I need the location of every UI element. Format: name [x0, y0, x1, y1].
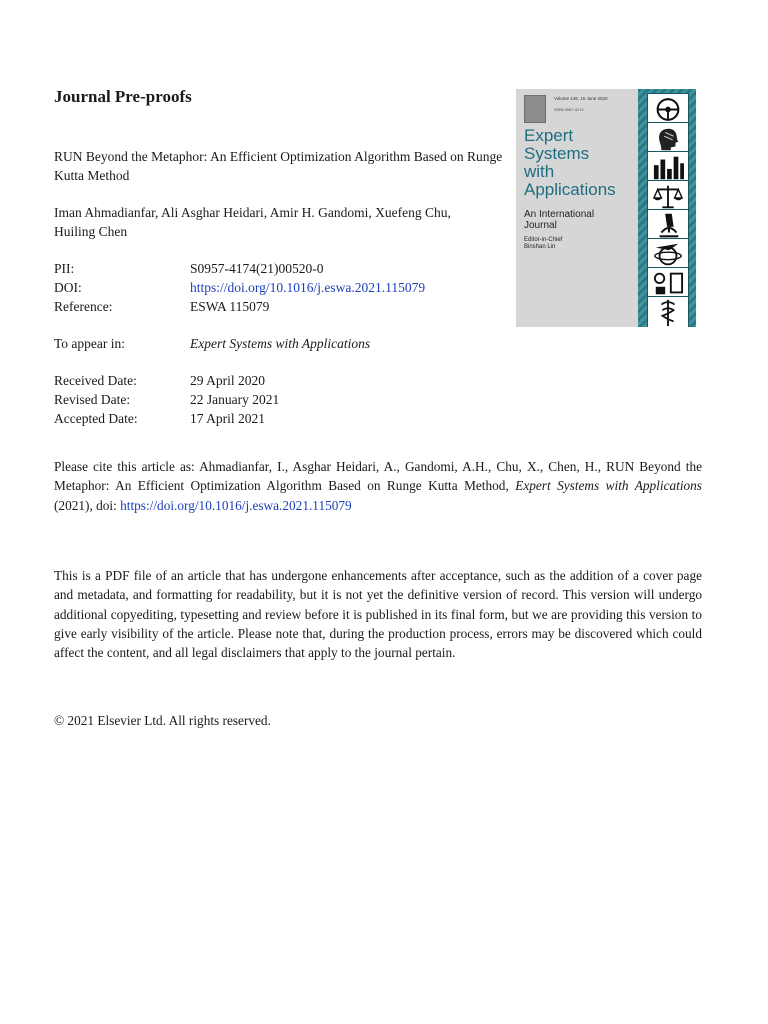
article-title: RUN Beyond the Metaphor: An Efficient Optimization Algorithm Based on Runge Kutta Method — [54, 149, 503, 183]
revised-label: Revised Date: — [54, 392, 131, 407]
copyright-notice: © 2021 Elsevier Ltd. All rights reserved. — [54, 713, 271, 728]
journal-preproofs-heading: Journal Pre-proofs — [54, 87, 192, 106]
cover-title-line: with — [524, 162, 555, 181]
accepted-value: 17 April 2021 — [190, 411, 266, 426]
cover-editor — [524, 237, 624, 251]
article-authors: Iman Ahmadianfar, Ali Asghar Heidari, Amir H. Gandomi, Xuefeng Chu, Huiling Chen — [54, 205, 451, 239]
cover-issn: ISSN 0957-4174 — [554, 107, 584, 112]
pii-value: S0957-4174(21)00520-0 — [190, 261, 324, 276]
revised-value: 22 January 2021 — [190, 392, 280, 407]
doi-label: DOI: — [54, 280, 82, 295]
elsevier-logo — [524, 95, 546, 123]
cover-editor-label: Editor-in-Chief — [524, 237, 563, 243]
cover-editor-name: Binshan Lin — [524, 244, 556, 250]
appear-value: Expert Systems with Applications — [190, 336, 371, 351]
cover-title-line: Systems — [524, 144, 590, 163]
accepted-label: Accepted Date: — [54, 411, 138, 426]
citation-doi-link[interactable]: https://doi.org/10.1016/j.eswa.2021.115079 — [120, 497, 352, 513]
citation-prefix: Please cite this article as: Ahmadianfar, I., Asghar Heidari, A., Gandomi, A.H., Chu, X., Chen, H., RUN Beyond the Metaphor: An Efficient Optimization Algorithm Based on Runge Kutta Method, — [54, 459, 702, 494]
cover-title-line: Expert — [524, 126, 574, 145]
cover-volume: Volume 146, 15 June 2020 — [554, 96, 608, 101]
preproof-notice: This is a PDF file of an article that has undergone enhancements after acceptance, such as the addition of a cover page and metadata, and formatting for readability, but it is not yet the definitive version of record. This version will undergo additional copyediting, typesetting and review before it is published in its final form, but we are providing this version to give early visibility of the article. Please note that, during the production process, errors may be discovered which could affect the content, and all legal disclaimers that apply to the journal pertain. — [54, 568, 702, 661]
pii-label: PII: — [54, 261, 75, 276]
reference-label: Reference: — [54, 299, 113, 314]
reference-value: ESWA 115079 — [190, 299, 270, 314]
citation-journal: Expert Systems with Applications — [515, 478, 702, 494]
cover-title-line: Applications — [524, 180, 616, 199]
journal-cover — [516, 89, 696, 327]
citation-suffix: (2021), doi: — [54, 497, 121, 513]
received-label: Received Date: — [54, 373, 137, 388]
caduceus-icon — [647, 296, 689, 327]
appear-label: To appear in: — [54, 336, 126, 351]
cover-subtitle: An International Journal — [524, 209, 595, 231]
doi-link[interactable]: https://doi.org/10.1016/j.eswa.2021.115079 — [190, 280, 426, 295]
received-value: 29 April 2020 — [190, 373, 266, 388]
citation-paragraph — [54, 457, 702, 515]
